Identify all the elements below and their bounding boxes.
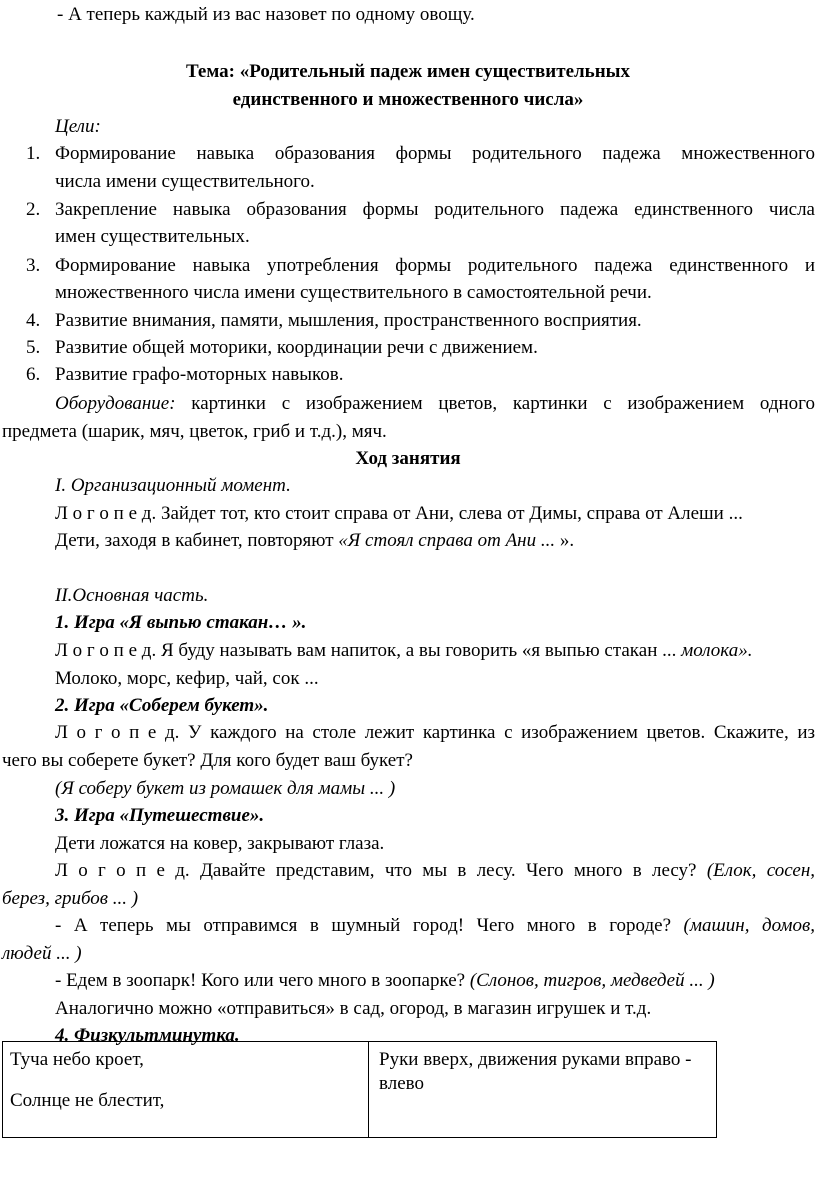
zoo-answer: (Слонов, тигров, медведей ... ) bbox=[469, 970, 715, 991]
topic-title-line1: Тема: «Родительный падеж имен существительных bbox=[185, 61, 631, 82]
speech-italic: молока». bbox=[681, 640, 753, 661]
verse-line: Солнце не блестит, bbox=[10, 1090, 165, 1111]
goal-text-cont: имен существительных. bbox=[55, 226, 250, 247]
game3-city bbox=[55, 914, 815, 938]
goal-number: 1. bbox=[26, 143, 41, 164]
game2-answer: (Я соберу букет из ромашек для мамы ... ) bbox=[55, 778, 396, 799]
goal-text-cont: множественного числа имени существительного в самостоятельной речи. bbox=[55, 282, 652, 303]
zoo-text: - Едем в зоопарк! Кого или чего много в зоопарке? bbox=[55, 970, 470, 991]
table-row bbox=[3, 1042, 717, 1138]
goal-text: Закрепление навыка образования формы родительного падежа единственного числа bbox=[55, 199, 815, 220]
equipment-label: Оборудование: bbox=[55, 393, 176, 414]
speaker-label: Л о г о п е д. bbox=[55, 503, 157, 524]
kids-text: Дети, заходя в кабинет, повторяют bbox=[55, 530, 339, 551]
game2-speech bbox=[55, 721, 815, 745]
speech-text: Я буду называть вам напиток, а вы говорить «я выпью стакан ... bbox=[156, 640, 682, 661]
goal-number: 3. bbox=[26, 255, 41, 276]
goal-number: 4. bbox=[26, 310, 41, 331]
speaker-label: Л о г о п е д. bbox=[55, 860, 190, 881]
kids-quote: «Я стоял справа от Ани ... bbox=[338, 530, 556, 551]
equipment-line1 bbox=[55, 392, 815, 416]
verse-line: Туча небо кроет, bbox=[10, 1049, 144, 1070]
part2-heading: II.Основная часть. bbox=[55, 585, 209, 606]
goal-text-cont: числа имени существительного. bbox=[55, 171, 315, 192]
goal-text: Формирование навыка образования формы родительного падежа множественного bbox=[55, 143, 815, 164]
speech-text: У каждого на столе лежит картинка с изображением цветов. Скажите, из bbox=[179, 722, 815, 743]
game3-instruction: Дети ложатся на ковер, закрывают глаза. bbox=[55, 833, 385, 854]
goal-text: Развитие внимания, памяти, мышления, пространственного восприятия. bbox=[55, 310, 642, 331]
table-cell-movement bbox=[369, 1042, 717, 1138]
game2-title: 2. Игра «Соберем букет». bbox=[55, 695, 269, 716]
goal-number: 6. bbox=[26, 364, 41, 385]
game3-similar: Аналогично можно «отправиться» в сад, огород, в магазин игрушек и т.д. bbox=[55, 998, 652, 1019]
goals-label: Цели: bbox=[55, 116, 101, 137]
equipment-line2: предмета (шарик, мяч, цветок, гриб и т.д.), мяч. bbox=[2, 421, 387, 442]
game1-title: 1. Игра «Я выпью стакан… ». bbox=[55, 612, 307, 633]
part1-speech bbox=[55, 502, 743, 526]
movement-line: влево bbox=[379, 1073, 424, 1094]
game1-drinks: Молоко, морс, кефир, чай, сок ... bbox=[55, 668, 319, 689]
fizminutka-table bbox=[2, 1041, 717, 1138]
speech-italic: (Елок, сосен, bbox=[706, 860, 815, 881]
game3-speech bbox=[55, 859, 815, 883]
game3-speech-cont: берез, грибов ... ) bbox=[2, 888, 139, 909]
movement-line: Руки вверх, движения руками вправо - bbox=[379, 1049, 692, 1070]
speech-text: Давайте представим, что мы в лесу. Чего много в лесу? bbox=[189, 860, 707, 881]
lesson-progress-heading: Ход занятия bbox=[355, 448, 461, 469]
city-answer: (машин, домов, bbox=[683, 915, 816, 936]
goal-number: 5. bbox=[26, 337, 41, 358]
equipment-text: картинки с изображением цветов, картинки с изображением одного bbox=[175, 393, 815, 414]
goal-text: Развитие общей моторики, координации речи с движением. bbox=[55, 337, 538, 358]
goal-number: 2. bbox=[26, 199, 41, 220]
part1-heading: I. Организационный момент. bbox=[55, 475, 291, 496]
topic-title-line2: единственного и множественного числа» bbox=[232, 89, 584, 110]
game2-speech-cont: чего вы соберете букет? Для кого будет ваш букет? bbox=[2, 750, 413, 771]
table-cell-verse bbox=[3, 1042, 369, 1138]
city-text: - А теперь мы отправимся в шумный город! Чего много в городе? bbox=[55, 915, 684, 936]
speech-text: Зайдет тот, кто стоит справа от Ани, слева от Димы, справа от Алеши ... bbox=[156, 503, 743, 524]
part1-kids-line bbox=[55, 529, 574, 553]
speaker-label: Л о г о п е д. bbox=[55, 722, 180, 743]
speaker-label: Л о г о п е д. bbox=[55, 640, 157, 661]
goal-text: Формирование навыка употребления формы родительного падежа единственного и bbox=[55, 255, 815, 276]
goal-text: Развитие графо-моторных навыков. bbox=[55, 364, 344, 385]
intro-line: - А теперь каждый из вас назовет по одному овощу. bbox=[57, 4, 475, 25]
game3-city-cont: людей ... ) bbox=[2, 943, 82, 964]
game3-zoo bbox=[55, 969, 715, 993]
game3-title: 3. Игра «Путешествие». bbox=[55, 805, 265, 826]
game1-speech bbox=[55, 639, 752, 663]
game4-title: 4. Физкультминутка. bbox=[55, 1025, 240, 1046]
kids-end: ». bbox=[555, 530, 575, 551]
